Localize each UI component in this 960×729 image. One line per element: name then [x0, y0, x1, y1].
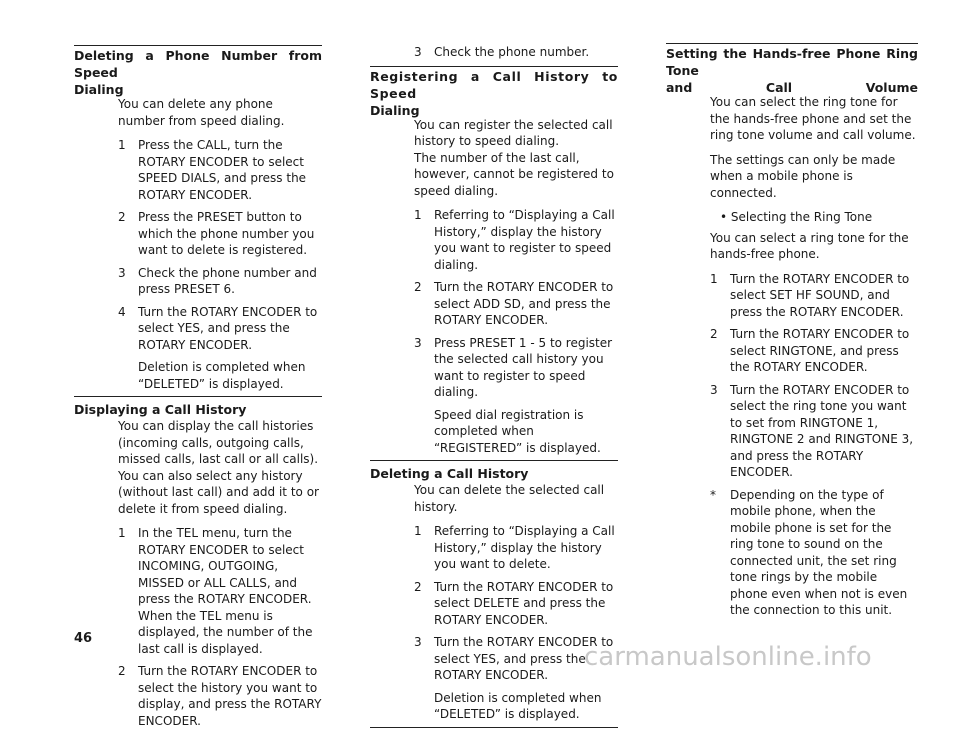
paragraph: You can delete any phone number from speed dialing. [118, 97, 285, 128]
section-heading: Displaying a Call History [74, 402, 247, 417]
step-item: 1 In the TEL menu, turn the ROTARY ENCODER to select INCOMING, OUTGOING, MISSED or ALL CALLS, and press the ROTARY ENCODER. When the TEL menu is displayed, the number of the last call is displayed. [118, 526, 313, 656]
section-ring-tone [666, 43, 918, 619]
step-item: 2 Press the PRESET button to which the phone number you want to delete is registered. [118, 210, 315, 257]
section-heading: Setting the Hands-free Phone Ring Tone and Call Volume [666, 46, 918, 95]
paragraph: You can select a ring tone for the hands-free phone. [710, 230, 909, 261]
section-delete-speed-dial [74, 45, 322, 397]
section-display-history [74, 401, 322, 729]
step-item: 3 Press PRESET 1 - 5 to register the selected call history you want to register to speed dialing. [414, 335, 613, 399]
step-item: 3 Check the phone number and press PRESET 6. [118, 265, 317, 296]
step-item: 1 Referring to “Displaying a Call History,” display the history you want to delete. [414, 524, 615, 571]
bullet-item: • Selecting the Ring Tone [720, 210, 873, 224]
note: Deletion is completed when “DELETED” is displayed. [74, 359, 322, 397]
step-item: 2 Turn the ROTARY ENCODER to select ADD SD, and press the ROTARY ENCODER. [414, 280, 614, 327]
step-item: 3 Turn the ROTARY ENCODER to select YES, and press the ROTARY ENCODER. [414, 635, 614, 682]
paragraph: The settings can only be made when a mobile phone is connected. [710, 152, 896, 200]
step-item: 2 Turn the ROTARY ENCODER to select the history you want to display, and press the ROTARY ENCODER. [118, 664, 322, 728]
step-item: 3 Check the phone number. [414, 45, 590, 59]
column-3 [666, 43, 918, 619]
step-item: 1 Referring to “Displaying a Call History,” display the history you want to register to speed dialing. [414, 208, 615, 272]
step-item: 1 Turn the ROTARY ENCODER to select SET HF SOUND, and press the ROTARY ENCODER. [710, 271, 910, 319]
section-delete-history [370, 465, 618, 728]
note: Speed dial registration is completed when “REGISTERED” is displayed. [370, 407, 618, 462]
paragraph: You can also select any history (without last call) and add it to or delete it from speed dialing. [118, 468, 319, 516]
paragraph: You can display the call histories (incoming calls, outgoing calls, missed calls, last call or all calls). [118, 419, 319, 466]
page-number: 46 [74, 631, 93, 646]
step-item: 1 Press the CALL, turn the ROTARY ENCODER to select SPEED DIALS, and press the ROTARY ENCODER. [118, 138, 307, 202]
footnote-item: * Depending on the type of mobile phone, when the mobile phone is set for the ring tone to sound on the connected unit, the set ring tone rings by the mobile phone even when not is even the connection to this unit. [710, 487, 908, 617]
watermark: carmanualsonline.info [584, 642, 872, 672]
section-heading: Registering a Call History to Speed Dialing [370, 68, 618, 118]
paragraph: The number of the last call, however, cannot be registered to speed dialing. [414, 150, 614, 198]
section-heading: Deleting a Phone Number from Speed Dialing [74, 48, 322, 97]
step-item: 4 Turn the ROTARY ENCODER to select YES, and press the ROTARY ENCODER. [118, 304, 318, 352]
step-item: 2 Turn the ROTARY ENCODER to select RINGTONE, and press the ROTARY ENCODER. [710, 327, 910, 374]
column-2 [370, 44, 618, 728]
section-register-history [370, 66, 618, 462]
paragraph: You can select the ring tone for the hands-free phone and set the ring tone volume and call volume. [710, 95, 916, 142]
column-1 [74, 45, 322, 729]
step-item: 2 Turn the ROTARY ENCODER to select DELETE and press the ROTARY ENCODER. [414, 579, 614, 627]
paragraph: You can delete the selected call history. [414, 483, 605, 514]
section-heading: Deleting a Call History [370, 466, 529, 481]
note: Deletion is completed when “DELETED” is displayed. [370, 690, 618, 728]
paragraph: You can register the selected call history to speed dialing. [414, 117, 613, 148]
step-item: 3 Turn the ROTARY ENCODER to select the ring tone you want to set from RINGTONE 1, RINGTONE 2 and RINGTONE 3, and press the ROTARY ENCODER. [710, 382, 914, 479]
